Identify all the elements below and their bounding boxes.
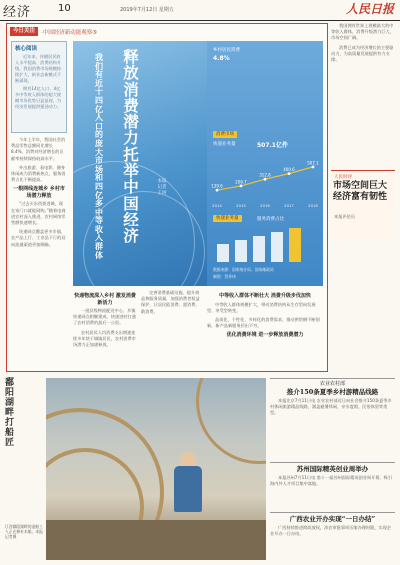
chart-top-label: 乡村居民消费 — [213, 48, 240, 53]
newspaper-logo[interactable]: 人民日报 — [345, 2, 394, 16]
news-brief — [270, 465, 395, 509]
commentary-title[interactable]: 市场空间巨大 经济富有韧性 — [333, 181, 388, 202]
article-column-left — [11, 137, 67, 369]
chart-credit-note: 制图：蔡华伟 — [213, 274, 236, 279]
article-paragraph: 消费已成为经济增长的主要驱动力，为高质量发展提供有力支撑。 — [331, 44, 394, 63]
article-subheading: 快递物流深入乡村 激发消费新活力 — [74, 293, 136, 306]
feature-kicker-text: ·中国经济新动能观察⑤ — [41, 30, 98, 36]
hero-graphic — [73, 41, 221, 286]
core-reading-heading: 核心阅读 — [15, 46, 38, 52]
section-name: 经济 — [3, 5, 32, 20]
photo-caption-column — [5, 378, 43, 540]
news-paragraph: 本报苏州7月11日电 第十一届苏州国际精英创业周开幕，吸引海内外人才项目集中落地。 — [270, 474, 393, 486]
data-label: 507.1 — [307, 160, 319, 166]
core-reading-paragraph: 拥有14亿人口、4亿多中等收入群体的超大规模市场优势日益显现，为经济发展提供强劲动力。 — [15, 86, 62, 109]
page-number: 10 — [58, 3, 71, 14]
news-paragraph: 广西持续推进简政放权，涉农审批事项压缩办理时限，实现企业开办一日办结。 — [270, 524, 392, 536]
data-point — [216, 189, 219, 192]
article-subheading: 一根网线连城乡 乡村市场潜力释放 — [13, 186, 65, 199]
hero-byline: 本报记者 王珂 — [157, 179, 167, 196]
article-column-right — [207, 290, 323, 370]
section-divider — [270, 512, 395, 513]
data-point — [312, 165, 315, 168]
data-point — [240, 185, 243, 188]
chart-badge: 快递业务量 — [213, 215, 242, 222]
article-paragraph: 中等收入群体规模扩大，带动消费结构从生存型向发展型、享受型转变。 — [207, 301, 316, 313]
article-paragraph: 今年上半年，我国社会消费品零售总额同比增长8.4%，消费对经济增长的贡献率持续保持较高水平。 — [11, 137, 66, 161]
article-subheading: 优化消费环境 进一步释放消费潜力 — [226, 332, 304, 339]
news-brief — [270, 515, 395, 561]
x-tick-label: 2017 — [284, 203, 294, 208]
news-headline[interactable]: 苏州国际精英创业周举办 — [296, 465, 369, 473]
chart-top-value: 4.8% — [213, 55, 230, 62]
article-paragraph: 农村居民人均消费支出增速连续多年快于城镇居民，农村消费市场潜力正加速释放。 — [73, 329, 136, 348]
x-tick-label: 2016 — [260, 203, 270, 208]
bar-mark — [217, 244, 229, 262]
article-paragraph: 品质化、个性化、多样化的消费需求，推动供给侧不断创新，新产品新服务层出不穷。 — [207, 316, 320, 329]
bar-mark — [235, 240, 247, 262]
hero-subtitle: 我们有近十四亿人口的庞大市场和四亿多中等收入群体 — [95, 52, 103, 260]
infographic-panel — [207, 41, 323, 286]
feature-story — [6, 23, 328, 372]
chart-bottom-label: 服务消费占比 — [257, 217, 284, 222]
chart-mid-value: 507.1亿件 — [257, 142, 288, 149]
worker-figure — [174, 466, 202, 512]
photo-credit: 江西鄱阳湖畔的造船工人正在修补木船。本报记者摄 — [5, 524, 43, 540]
dateline: 2019年7月12日 星期五 — [120, 7, 174, 13]
x-tick-label: 2014 — [212, 203, 222, 208]
article-subheading: 中等收入群体不断壮大 消费升级步伐加快 — [219, 293, 311, 299]
section-divider — [270, 378, 395, 379]
news-kicker: 农业农村部 — [319, 381, 345, 387]
service-consumption-bars — [215, 226, 315, 262]
bar-mark — [253, 236, 265, 262]
core-reading-paragraph: 近年来，伴随居民收入水平提高、消费结构升级，我国消费市场规模持续扩大，新业态新模式不断涌现。 — [15, 54, 62, 83]
data-label: 312.8 — [259, 172, 271, 178]
article-paragraph: 快递网点覆盖更多乡镇，农产品上行、工业品下行的双向流通渠道更加顺畅。 — [11, 229, 66, 247]
boat-deck — [46, 520, 266, 560]
bar-mark — [271, 232, 283, 262]
chart-mid-label: 快递业务量 — [213, 142, 236, 147]
article-column-mid — [73, 290, 137, 370]
chart-badge: 消费市场 — [213, 131, 237, 138]
article-paragraph: 外出旅游、看电影、健身休闲成为消费新热点，服务消费占比不断提高。 — [11, 164, 66, 183]
article-paragraph: 我国拥有世界上规模最大的中等收入群体，消费升级潜力巨大，市场空间广阔。 — [331, 23, 394, 41]
boat-builder-photo — [46, 378, 266, 560]
commentary-author: 本报评论员 — [334, 214, 355, 219]
rope-coil — [196, 378, 266, 464]
article-paragraph: “过去买东西要进城，现在家门口就能网购。”随着电商进农村深入推进，农村网络零售额快速增长。 — [11, 201, 66, 226]
x-tick-label: 2015 — [236, 203, 246, 208]
page-masthead — [0, 0, 400, 21]
core-reading-box — [11, 41, 67, 133]
news-paragraph: 本报北京7月11日电 农业农村部近日向社会推介150条夏季乡村休闲旅游精品线路，涵盖避暑休闲、亲水度假、民俗体验等类型。 — [270, 397, 392, 415]
data-label: 400.6 — [283, 167, 295, 173]
chart-source-note: 数据来源：国家统计局、国家邮政局 — [213, 267, 274, 272]
commentary-tag: 人民时评 — [334, 175, 352, 180]
article-column-mid-2 — [141, 290, 203, 370]
article-paragraph: 完善消费基础设施，提升商品和服务质量，加强消费者权益保护，让居民能消费、愿消费、敢消费。 — [141, 290, 200, 314]
right-news-column — [331, 23, 395, 66]
news-headline[interactable]: 推介150条夏季乡村游精品线路 — [286, 388, 379, 396]
data-label: 206.7 — [235, 179, 247, 185]
x-tick-label: 2018 — [308, 203, 318, 208]
commentary-box — [331, 170, 395, 241]
photo-title: 鄱阳湖畔打船匠 — [5, 378, 15, 448]
data-point — [288, 172, 291, 175]
bar-mark — [289, 228, 301, 262]
data-point — [264, 178, 267, 181]
news-headline[interactable]: 广西农业开办实现“一日办结” — [289, 515, 376, 523]
data-label: 139.6 — [211, 183, 223, 189]
article-paragraph: 一批县级物流配送中心、乡镇快递网点相继建成，快递进村打通了农村消费的最后一公里。 — [73, 308, 136, 326]
hero-title[interactable]: 释放消费潜力 托举中国经济 — [123, 47, 139, 246]
section-divider — [270, 462, 395, 463]
feature-kicker-tab: 今日关注 — [10, 27, 38, 36]
express-volume-chart — [211, 151, 319, 209]
news-brief — [270, 381, 395, 459]
